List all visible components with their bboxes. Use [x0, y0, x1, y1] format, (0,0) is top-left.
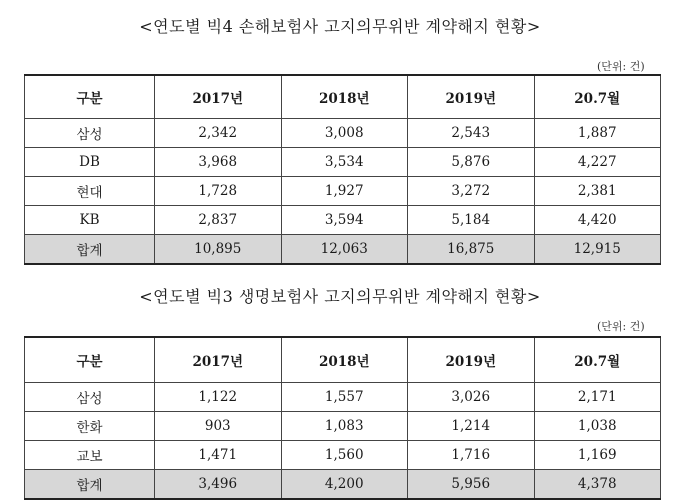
- table2-header-2017: 2017년: [155, 337, 282, 383]
- total-value: 12,063: [281, 235, 408, 265]
- row-label: KB: [25, 206, 155, 235]
- table2: [24, 336, 661, 500]
- cell-value: 1,471: [155, 441, 282, 470]
- row-label: 현대: [25, 177, 155, 206]
- total-value: 3,496: [155, 470, 282, 500]
- cell-value: 1,927: [281, 177, 408, 206]
- table1-header-category: 구분: [25, 75, 155, 119]
- cell-value: 1,728: [155, 177, 282, 206]
- cell-value: 4,227: [534, 148, 661, 177]
- total-value: 16,875: [408, 235, 535, 265]
- table1-header-2018: 2018년: [281, 75, 408, 119]
- table2-title: <연도별 빅3 생명보험사 고지의무위반 계약해지 현황>: [139, 287, 541, 306]
- cell-value: 4,420: [534, 206, 661, 235]
- cell-value: 3,272: [408, 177, 535, 206]
- table1-title: <연도별 빅4 손해보험사 고지의무위반 계약해지 현황>: [139, 17, 541, 36]
- row-label: 교보: [25, 441, 155, 470]
- row-label: 한화: [25, 412, 155, 441]
- cell-value: 3,594: [281, 206, 408, 235]
- cell-value: 1,887: [534, 119, 661, 148]
- cell-value: 3,534: [281, 148, 408, 177]
- cell-value: 1,560: [281, 441, 408, 470]
- total-value: 12,915: [534, 235, 661, 265]
- table1-header-2017: 2017년: [155, 75, 282, 119]
- table2-header-2019: 2019년: [408, 337, 535, 383]
- cell-value: 2,543: [408, 119, 535, 148]
- table2-header-2020-07: 20.7월: [534, 337, 661, 383]
- cell-value: 2,837: [155, 206, 282, 235]
- cell-value: 3,008: [281, 119, 408, 148]
- table-row: [25, 383, 661, 412]
- total-label: 합계: [25, 235, 155, 265]
- cell-value: 3,026: [408, 383, 535, 412]
- cell-value: 1,038: [534, 412, 661, 441]
- table2-unit: (단위: 건): [597, 320, 645, 333]
- table1-header-row: [25, 75, 661, 119]
- row-label: DB: [25, 148, 155, 177]
- row-label: 삼성: [25, 119, 155, 148]
- total-value: 5,956: [408, 470, 535, 500]
- table2-header-row: [25, 337, 661, 383]
- total-value: 4,200: [281, 470, 408, 500]
- table1-total-row: [25, 235, 661, 265]
- table-row: [25, 148, 661, 177]
- cell-value: 5,184: [408, 206, 535, 235]
- table1-header-2020-07: 20.7월: [534, 75, 661, 119]
- cell-value: 1,214: [408, 412, 535, 441]
- table2-header-category: 구분: [25, 337, 155, 383]
- cell-value: 1,169: [534, 441, 661, 470]
- table1: [24, 74, 661, 265]
- table2-header-2018: 2018년: [281, 337, 408, 383]
- table-row: [25, 206, 661, 235]
- table-row: [25, 119, 661, 148]
- table2-total-row: [25, 470, 661, 500]
- cell-value: 2,171: [534, 383, 661, 412]
- table-row: [25, 441, 661, 470]
- total-value: 4,378: [534, 470, 661, 500]
- cell-value: 1,716: [408, 441, 535, 470]
- cell-value: 5,876: [408, 148, 535, 177]
- cell-value: 2,342: [155, 119, 282, 148]
- cell-value: 1,083: [281, 412, 408, 441]
- total-label: 합계: [25, 470, 155, 500]
- table-row: [25, 412, 661, 441]
- cell-value: 1,557: [281, 383, 408, 412]
- table1-unit: (단위: 건): [597, 60, 645, 73]
- cell-value: 3,968: [155, 148, 282, 177]
- cell-value: 1,122: [155, 383, 282, 412]
- total-value: 10,895: [155, 235, 282, 265]
- row-label: 삼성: [25, 383, 155, 412]
- cell-value: 2,381: [534, 177, 661, 206]
- table1-header-2019: 2019년: [408, 75, 535, 119]
- cell-value: 903: [155, 412, 282, 441]
- table-row: [25, 177, 661, 206]
